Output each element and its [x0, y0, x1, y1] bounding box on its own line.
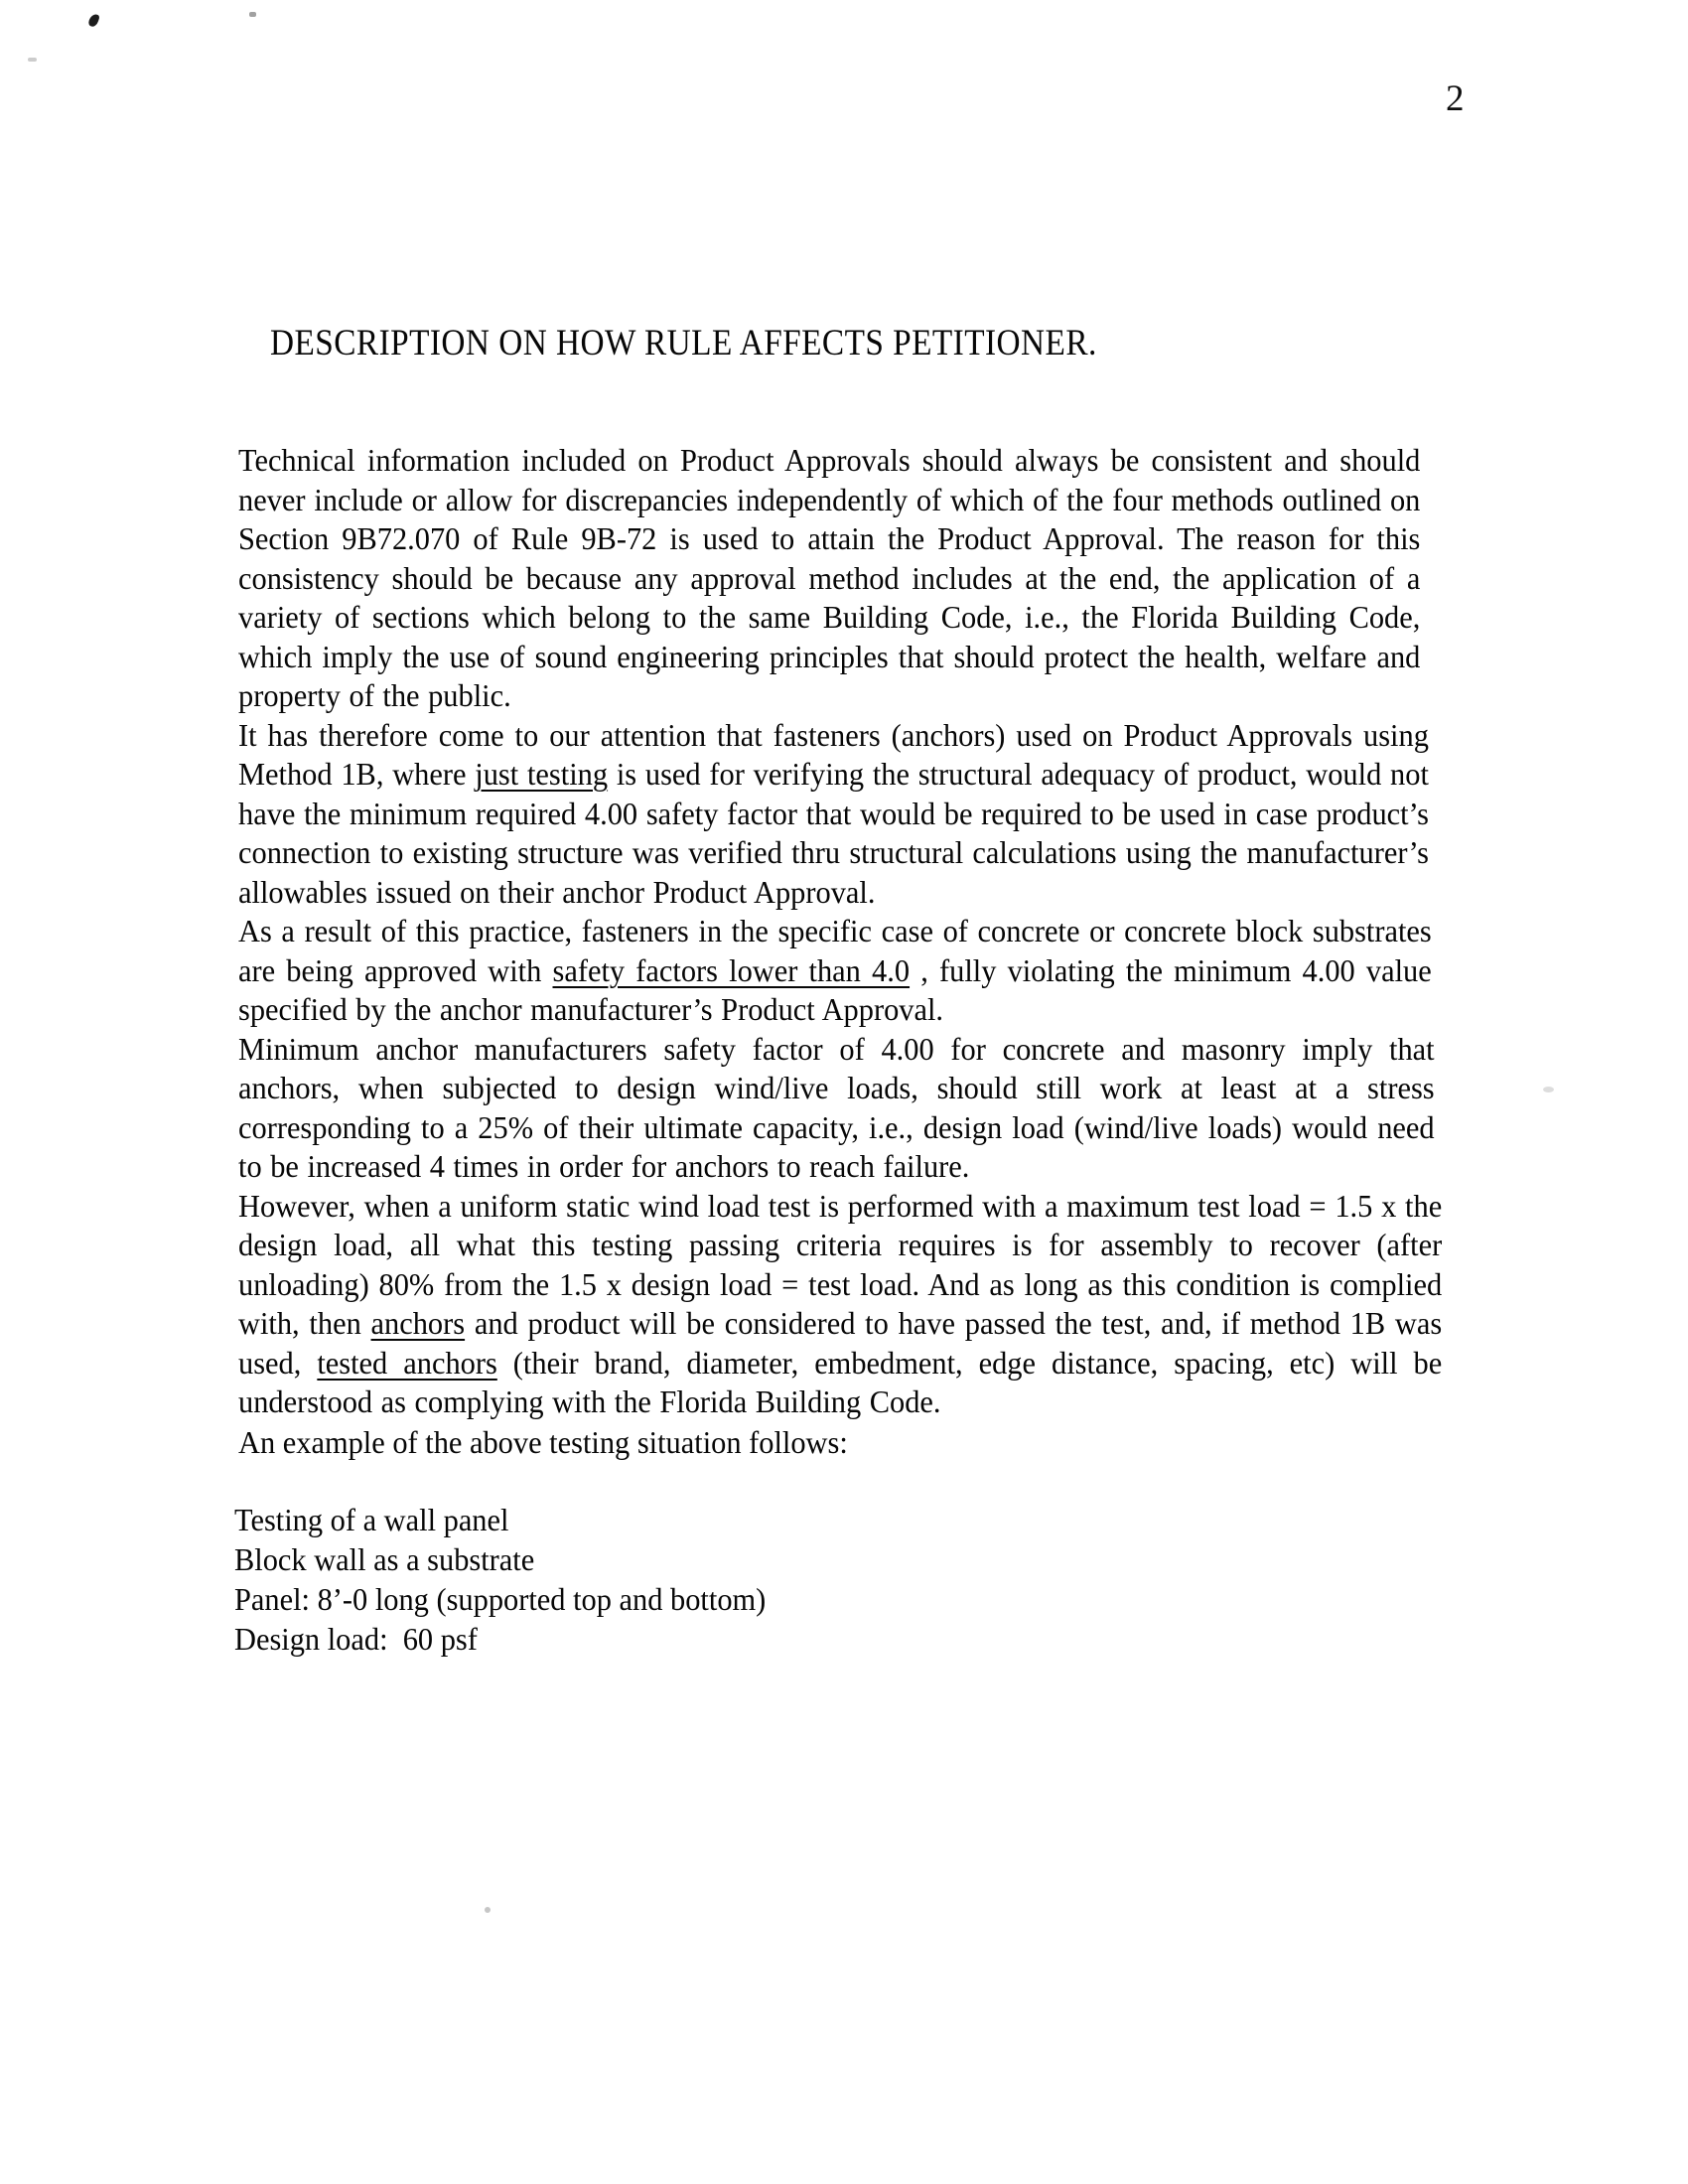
- paragraph-technical-information: Technical information included on Product Approvals should always be consistent and should never include or allow for discrepancies independently of which of the four methods outlined on Section 9B72.070 of Rule 9B-72 is used to attain the Product Approval. The reason for this consistency should be because any approval method includes at the end, the application of a variety of sections which belong to the same Building Code, i.e., the Florida Building Code, which imply the use of sound engineering principles that should protect the health, welfare and property of the public.: [238, 442, 1421, 713]
- paragraph-minimum-safety-factor: Minimum anchor manufacturers safety factor of 4.00 for concrete and masonry imply that anchors, when subjected to design wind/live loads, should still work at least at a stress corresponding to a 25% of their ultimate capacity, i.e., design load (wind/live loads) would need to be increased 4 times in order for anchors to reach failure.: [238, 1030, 1435, 1184]
- example-line-testing: Testing of a wall panel: [234, 1501, 509, 1537]
- spacer: [238, 365, 1450, 441]
- example-line-substrate: Block wall as a substrate: [234, 1540, 535, 1577]
- scan-speck: [28, 58, 37, 62]
- scan-speck: [87, 13, 100, 28]
- scan-speck: [249, 12, 256, 17]
- example-list: [234, 1500, 1438, 1659]
- paragraph-safety-factors: As a result of this practice, fasteners in the specific case of concrete or concrete block substrates are being approved with safety factors lower than 4.0 , fully violating the minimum 4.00 value specified by the anchor manufacturer’s Product Approval.: [238, 913, 1432, 1027]
- page-number: 2: [1446, 78, 1465, 119]
- scan-speck: [485, 1907, 491, 1913]
- document-body: [234, 322, 1450, 1659]
- example-line-design-load: Design load: 60 psf: [234, 1620, 478, 1657]
- paragraph-wind-load-test: However, when a uniform static wind load test is performed with a maximum test load = 1.5 x the design load, all what this testing passing criteria requires is for assembly to recover (after unloading) 80% from the 1.5 x design load = test load. And as long as this condition is complied with, then anchors and product will be considered to have passed the test, and, if method 1B was used, tested anchors (their brand, diameter, embedment, edge distance, spacing, etc) will be understood as complying with the Florida Building Code.: [238, 1187, 1443, 1419]
- paragraph-method-1b: It has therefore come to our attention that fasteners (anchors) used on Product Approvals using Method 1B, where just testing is used for verifying the structural adequacy of product, would not have the minimum required 4.00 safety factor that would be required to be used in case product’s connection to existing structure was verified thru structural calculations using the manufacturer’s allowables issued on their anchor Product Approval.: [238, 716, 1429, 910]
- scan-speck: [1543, 1087, 1554, 1092]
- example-intro: An example of the above testing situation follows:: [238, 1423, 848, 1460]
- document-title: DESCRIPTION ON HOW RULE AFFECTS PETITIONER.: [270, 323, 1097, 364]
- example-line-panel: Panel: 8’-0 long (supported top and bottom): [234, 1580, 767, 1617]
